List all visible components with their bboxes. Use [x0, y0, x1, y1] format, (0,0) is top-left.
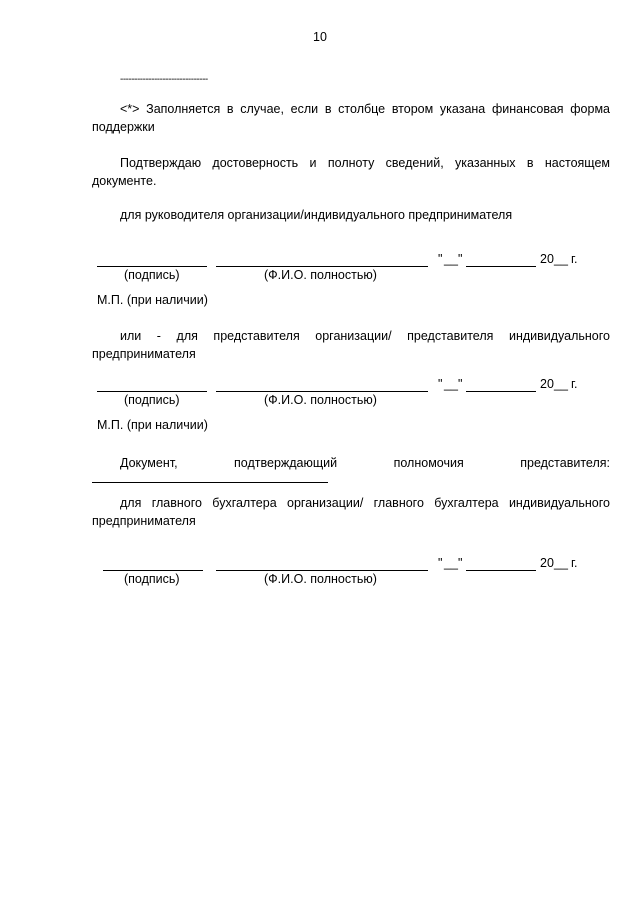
confirmation-text: Подтверждаю достоверность и полноту сведений, указанных в настоящем документе.	[92, 156, 610, 188]
full-name-caption: (Ф.И.О. полностью)	[264, 572, 377, 586]
authority-document-label: Документ, подтверждающий полномочия представителя:	[120, 456, 610, 470]
year-blank[interactable]: __	[554, 252, 568, 266]
year-blank[interactable]: __	[554, 377, 568, 391]
full-name-line[interactable]	[216, 266, 428, 267]
day-blank[interactable]: __	[444, 377, 458, 391]
quote-close: "	[458, 252, 463, 266]
signature-line[interactable]	[97, 266, 207, 267]
year-prefix: 20	[540, 252, 554, 266]
full-name-line[interactable]	[216, 570, 428, 571]
quote-close: "	[458, 377, 463, 391]
year-suffix: г.	[571, 556, 578, 570]
day-blank[interactable]: __	[444, 252, 458, 266]
day-blank[interactable]: __	[444, 556, 458, 570]
year-suffix: г.	[571, 252, 578, 266]
full-name-caption: (Ф.И.О. полностью)	[264, 393, 377, 407]
representative-section-label: или - для представителя организации/ представителя индивидуального предпринимателя	[92, 329, 610, 361]
signature-caption: (подпись)	[124, 572, 180, 586]
month-line[interactable]	[466, 570, 536, 571]
quote-close: "	[458, 556, 463, 570]
signature-line[interactable]	[103, 570, 203, 571]
quote-open: "	[438, 556, 443, 570]
quote-open: "	[438, 377, 443, 391]
full-name-line[interactable]	[216, 391, 428, 392]
stamp-note: М.П. (при наличии)	[97, 418, 208, 432]
footnote-text: <*> Заполняется в случае, если в столбце втором указана финансовая форма поддержки	[92, 102, 610, 134]
authority-document-line[interactable]	[92, 482, 328, 483]
page-number: 10	[313, 30, 327, 44]
month-line[interactable]	[466, 391, 536, 392]
year-blank[interactable]: __	[554, 556, 568, 570]
year-suffix: г.	[571, 377, 578, 391]
signature-caption: (подпись)	[124, 268, 180, 282]
stamp-note: М.П. (при наличии)	[97, 293, 208, 307]
signature-line[interactable]	[97, 391, 207, 392]
year-prefix: 20	[540, 377, 554, 391]
head-section-label: для руководителя организации/индивидуального предпринимателя	[120, 208, 513, 222]
accountant-section-label: для главного бухгалтера организации/ главного бухгалтера индивидуального предпринимателя	[92, 496, 610, 528]
full-name-caption: (Ф.И.О. полностью)	[264, 268, 377, 282]
signature-caption: (подпись)	[124, 393, 180, 407]
month-line[interactable]	[466, 266, 536, 267]
quote-open: "	[438, 252, 443, 266]
footnote-divider: -------------------------------	[120, 74, 208, 85]
year-prefix: 20	[540, 556, 554, 570]
